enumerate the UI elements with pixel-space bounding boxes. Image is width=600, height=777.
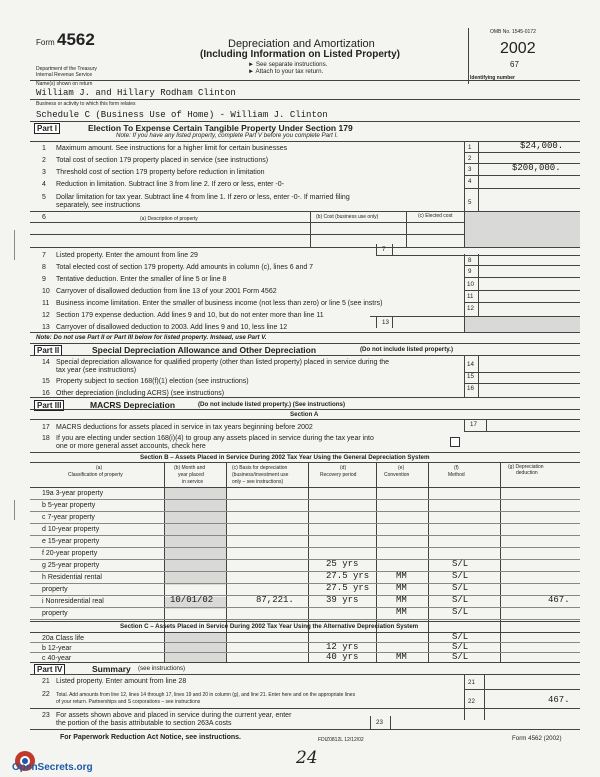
col-b-header3: in service (182, 479, 204, 485)
col-e-header: (e) (398, 465, 405, 471)
line5-text2: separately, see instructions (56, 202, 141, 209)
row-divider (30, 642, 580, 643)
line18-checkbox[interactable] (450, 437, 460, 447)
row-label: property (42, 610, 68, 617)
col-c-header: (c) Basis for depreciation (232, 465, 288, 471)
part1-label: Part I (34, 123, 60, 134)
opensecrets-wordmark: OpenSecrets.org (12, 762, 93, 773)
row-label: 20a Class life (42, 635, 85, 642)
line4-num: 4 (42, 181, 46, 188)
row-divider (30, 607, 580, 608)
row-divider (30, 535, 580, 536)
row-divider (30, 511, 580, 512)
omb-number: OMB No. 1545-0172 (490, 29, 536, 35)
line21-text: Listed property. Enter amount from line 28 (56, 678, 187, 685)
part1-note2: Note: Do not use Part II or Part III below for listed property. Instead, use Part V. (36, 334, 267, 341)
line7-text: Listed property. Enter the amount from line 29 (56, 252, 198, 259)
col-b-header2: year placed (178, 472, 204, 478)
line5-box: 5 (468, 199, 472, 206)
line15-box: 15 (467, 373, 474, 380)
form-number: 4562 (57, 30, 95, 49)
row-recovery-period: 39 yrs (326, 595, 359, 605)
line18-text: If you are electing under section 168(i)(4) to group any assets placed in service during the tax year into (56, 435, 374, 442)
col-c-header2: (business/investment use (232, 472, 289, 478)
line23-text: For assets shown above and placed in service during the current year, enter (56, 712, 292, 719)
line17-num: 17 (42, 424, 50, 431)
form-title: Depreciation and Amortization (228, 38, 375, 50)
line23-text2: the portion of the basis attributable to section 263A costs (56, 720, 232, 727)
row-divider (30, 595, 580, 596)
row-date-placed: 10/01/02 (170, 595, 214, 605)
col-a-header2: Classification of property (68, 472, 123, 478)
line6-col-b: (b) Cost (business use only) (316, 214, 379, 220)
line14-box: 14 (467, 361, 474, 368)
part3-title-note: (Do not include listed property.) (See instructions) (198, 401, 346, 408)
section-c-heading: Section C – Assets Placed in Service During 2002 Tax Year Using the Alternative Depreciation System (120, 623, 419, 630)
paperwork-notice: For Paperwork Reduction Act Notice, see instructions. (60, 734, 241, 741)
part2-title-note: (Do not include listed property.) (360, 346, 454, 353)
row-label: b 12-year (42, 645, 72, 652)
line21-box: 21 (468, 679, 475, 686)
row-basis: 87,221. (256, 595, 294, 605)
line15-num: 15 (42, 378, 50, 385)
line5-num: 5 (42, 194, 46, 201)
line18-num: 18 (42, 435, 50, 442)
line2-num: 2 (42, 157, 46, 164)
part4-label: Part IV (34, 664, 65, 675)
line1-num: 1 (42, 145, 46, 152)
row-divider (30, 619, 580, 620)
line11-num: 11 (42, 300, 50, 307)
line23-num: 23 (42, 712, 50, 719)
line10-num: 10 (42, 288, 50, 295)
row-divider (30, 559, 580, 560)
row-divider (30, 652, 580, 653)
attachment-seq: 67 (510, 60, 519, 69)
line22-text2: of your return. Partnerships and S corporations – see instructions (56, 699, 201, 705)
line4-box: 4 (468, 178, 472, 185)
col-g-header: (g) Depreciation (508, 464, 544, 470)
footer-code: FDIZ0812L 12/12/02 (318, 737, 364, 743)
see-instructions: ► See separate instructions. (248, 61, 328, 68)
row-method: S/L (452, 583, 469, 593)
line14-text: Special depreciation allowance for qualified property (other than listed property) placed in service during the (56, 359, 390, 366)
form-word: Form (36, 38, 55, 47)
line5-text: Dollar limitation for tax year. Subtract line 4 from line 1. If zero or less, enter -0-. If married filing (56, 194, 350, 201)
part4-title: Summary (92, 664, 131, 674)
row-label: b 5-year property (42, 502, 96, 509)
row-label: i Nonresidential real (42, 598, 104, 605)
line22-box: 22 (468, 698, 475, 705)
row-convention: MM (396, 607, 407, 617)
line10-text: Carryover of disallowed deduction from line 13 of your 2001 Form 4562 (56, 288, 277, 295)
col-g-header2: deduction (516, 470, 538, 476)
row-method: S/L (452, 632, 469, 642)
row-recovery-period: 12 yrs (326, 642, 359, 652)
line8-text: Total elected cost of section 179 property. Add amounts in column (c), lines 6 and 7 (56, 264, 314, 271)
col-d-header: (d) (340, 465, 347, 471)
part4-title-note: (see instructions) (138, 665, 186, 672)
row-label: 19a 3-year property (42, 490, 104, 497)
line22-value: 467. (548, 695, 570, 705)
row-label: f 20-year property (42, 550, 98, 557)
line9-num: 9 (42, 276, 46, 283)
row-convention: MM (396, 583, 407, 593)
line11-box: 11 (467, 293, 474, 300)
row-convention: MM (396, 652, 407, 662)
names-label: Name(s) shown on return (36, 81, 93, 87)
row-divider (30, 571, 580, 572)
col-f-header: (f) (454, 465, 459, 471)
form-subtitle: (Including Information on Listed Property) (200, 49, 400, 60)
col-b-header: (b) Month and (174, 465, 206, 471)
line9-text: Tentative deduction. Enter the smaller of line 5 or line 8 (56, 276, 227, 283)
business-activity: Schedule C (Business Use of Home) - William J. Clinton (36, 110, 328, 120)
line23-box: 23 (376, 719, 383, 726)
row-label: h Residential rental (42, 574, 102, 581)
line1-text: Maximum amount. See instructions for a higher limit for certain businesses (56, 145, 288, 152)
line17-text: MACRS deductions for assets placed in service in tax years beginning before 2002 (56, 424, 313, 431)
line6-col-c: (c) Elected cost (418, 213, 453, 219)
col-f-header2: Method (448, 472, 465, 478)
line11-text: Business income limitation. Enter the smaller of business income (not less than zero) or line 5 (see instrs) (56, 300, 383, 307)
row-method: S/L (452, 642, 469, 652)
line4-text: Reduction in limitation. Subtract line 3 from line 2. If zero or less, enter -0- (56, 181, 284, 188)
row-recovery-period: 27.5 yrs (326, 571, 370, 581)
part2-label: Part II (34, 345, 62, 356)
row-label: g 25-year property (42, 562, 100, 569)
handwritten-page-number: 24 (296, 748, 318, 768)
row-label: e 15-year property (42, 538, 100, 545)
row-label: property (42, 586, 68, 593)
row-label: d 10-year property (42, 526, 100, 533)
business-label: Business or activity to which this form relates (36, 101, 136, 107)
dept-irs: Internal Revenue Service (36, 72, 93, 78)
row-label: c 40-year (42, 655, 72, 662)
col-c-header3: only – see instructions) (232, 479, 284, 485)
line9-box: 9 (468, 268, 472, 275)
row-method: S/L (452, 571, 469, 581)
line3-num: 3 (42, 169, 46, 176)
part2-title: Special Depreciation Allowance and Other Depreciation (92, 345, 317, 355)
attach-return: ► Attach to your tax return. (248, 68, 324, 75)
line13-text: Carryover of disallowed deduction to 2003. Add lines 9 and 10, less line 12 (56, 324, 288, 331)
row-method: S/L (452, 652, 469, 662)
row-divider (30, 547, 580, 548)
line22-text: Total. Add amounts from line 12, lines 14 through 17, lines 19 and 20 in column (g), and line 21. Enter here and on the appropriate lines (56, 692, 356, 698)
line16-box: 16 (467, 385, 474, 392)
taxpayer-names: William J. and Hillary Rodham Clinton (36, 88, 236, 98)
line8-box: 8 (468, 257, 472, 264)
line15-text: Property subject to section 168(f)(1) election (see instructions) (56, 378, 249, 385)
line2-box: 2 (468, 155, 472, 162)
row-recovery-period: 25 yrs (326, 559, 359, 569)
line8-num: 8 (42, 264, 46, 271)
line12-text: Section 179 expense deduction. Add lines 9 and 10, but do not enter more than line 11 (56, 312, 324, 319)
part1-note: Note: If you have any listed property, complete Part V before you complete Part I. (116, 132, 339, 139)
line12-box: 12 (467, 305, 474, 312)
part3-label: Part III (34, 400, 64, 411)
line17-box: 17 (470, 421, 477, 428)
line22-num: 22 (42, 691, 50, 698)
line21-num: 21 (42, 678, 50, 685)
dept-treasury: Department of the Treasury (36, 66, 97, 72)
line13-box: 13 (382, 319, 389, 326)
line16-num: 16 (42, 390, 50, 397)
line16-text: Other depreciation (including ACRS) (see instructions) (56, 390, 225, 397)
row-recovery-period: 27.5 yrs (326, 583, 370, 593)
col-a-header: (a) (96, 465, 103, 471)
line6-num: 6 (42, 214, 46, 221)
row-method: S/L (452, 595, 469, 605)
id-number-label: Identifying number (470, 75, 515, 81)
line1-value: $24,000. (520, 141, 564, 151)
part3-title: MACRS Depreciation (90, 400, 176, 410)
line7-num: 7 (42, 252, 46, 259)
line14-num: 14 (42, 359, 50, 366)
section-b-heading: Section B – Assets Placed in Service During 2002 Tax Year Using the General Depreciation System (140, 454, 430, 461)
line18-text2: one or more general asset accounts, check here (56, 443, 206, 450)
row-recovery-period: 40 yrs (326, 652, 359, 662)
row-divider (30, 499, 580, 500)
row-convention: MM (396, 595, 407, 605)
line2-text: Total cost of section 179 property placed in service (see instructions) (56, 157, 269, 164)
col-e-header2: Convention (384, 472, 410, 478)
row-divider (30, 583, 580, 584)
row-label: c 7-year property (42, 514, 95, 521)
line14-text2: tax year (see instructions) (56, 367, 137, 374)
tax-year: 2002 (500, 40, 536, 57)
line7-box: 7 (382, 246, 386, 253)
row-method: S/L (452, 559, 469, 569)
line13-num: 13 (42, 324, 50, 331)
line3-text: Threshold cost of section 179 property before reduction in limitation (56, 169, 265, 176)
row-deduction: 467. (548, 595, 570, 605)
part1-title: Election To Expense Certain Tangible Property Under Section 179 (88, 123, 353, 133)
col-d-header2: Recovery period (320, 472, 357, 478)
section-a-heading: Section A (290, 411, 319, 418)
row-divider (30, 523, 580, 524)
line3-box: 3 (468, 166, 472, 173)
line10-box: 10 (467, 281, 474, 288)
line6-col-a: (a) Description of property (140, 216, 198, 222)
line12-num: 12 (42, 312, 50, 319)
form-reference: Form 4562 (2002) (512, 735, 562, 742)
line1-box: 1 (468, 144, 472, 151)
row-method: S/L (452, 607, 469, 617)
line3-value: $200,000. (512, 163, 561, 173)
row-convention: MM (396, 571, 407, 581)
